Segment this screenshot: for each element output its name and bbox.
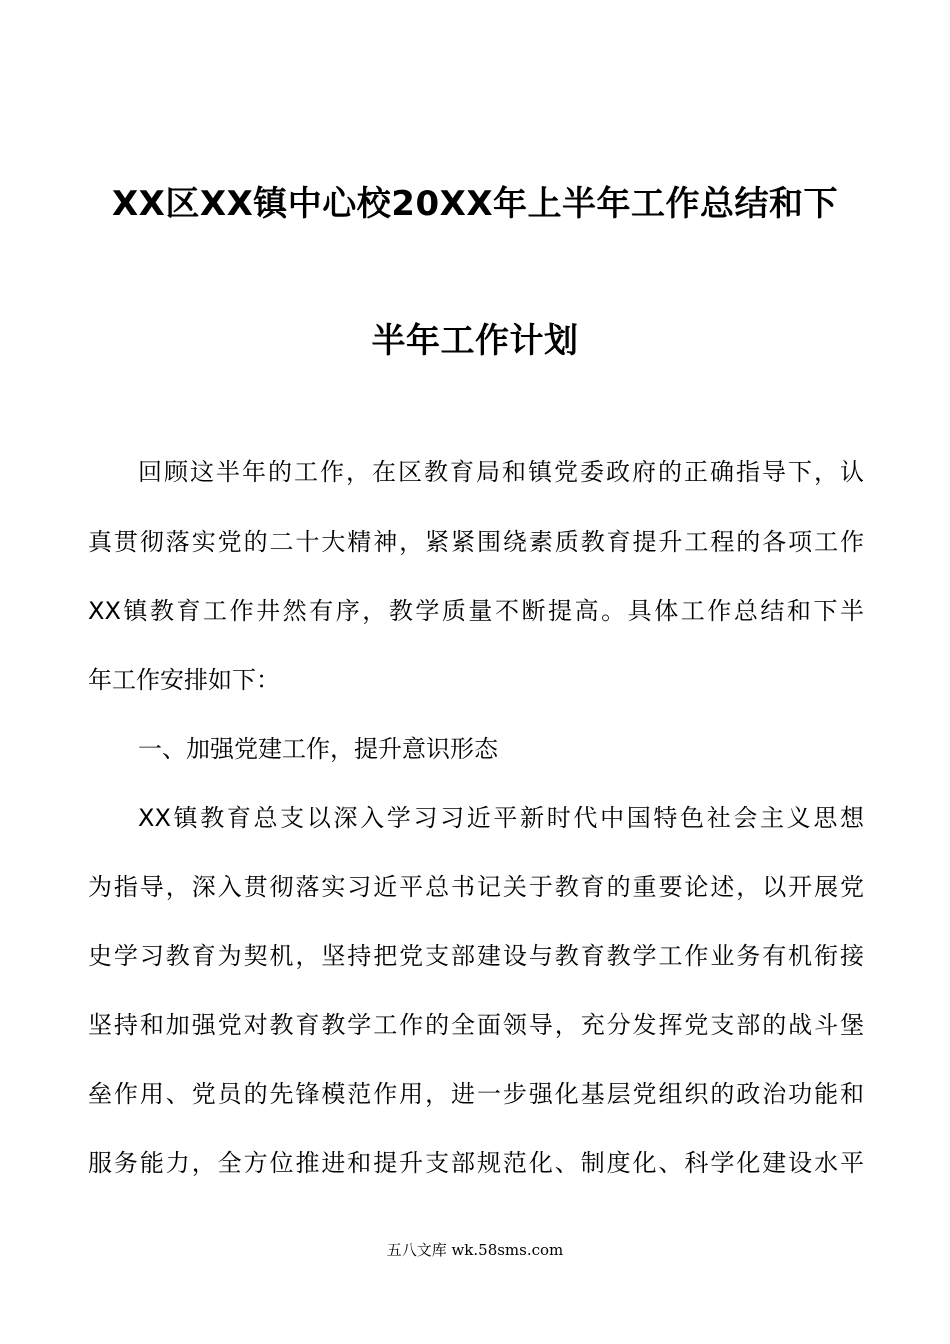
section-heading: 一、加强党建工作，提升意识形态: [138, 735, 498, 763]
page-footer: 五八文库 wk.58sms.com: [386, 1241, 564, 1259]
paragraph-line: 真贯彻落实党的二十大精神，紧紧围绕素质教育提升工程的各项工作: [88, 528, 864, 556]
paragraph-line: 回顾这半年的工作，在区教育局和镇党委政府的正确指导下，认: [138, 458, 864, 486]
paragraph-line: 史学习教育为契机，坚持把党支部建设与教育教学工作业务有机衔接: [88, 942, 864, 970]
paragraph-line: XX镇教育工作井然有序，教学质量不断提高。具体工作总结和下半: [88, 597, 864, 625]
paragraph-line: 为指导，深入贯彻落实习近平总书记关于教育的重要论述，以开展党: [88, 873, 864, 901]
paragraph-line: 服务能力，全方位推进和提升支部规范化、制度化、科学化建设水平: [88, 1149, 864, 1177]
paragraph-line: XX镇教育总支以深入学习习近平新时代中国特色社会主义思想: [138, 804, 864, 832]
document-title-line-1: XX区XX镇中心校20XX年上半年工作总结和下: [111, 184, 839, 224]
paragraph-line: 垒作用、党员的先锋模范作用，进一步强化基层党组织的政治功能和: [88, 1080, 864, 1108]
document-title-line-2: 半年工作计划: [371, 321, 579, 361]
paragraph-line: 坚持和加强党对教育教学工作的全面领导，充分发挥党支部的战斗堡: [88, 1011, 864, 1039]
paragraph-line: 年工作安排如下：: [88, 666, 280, 694]
